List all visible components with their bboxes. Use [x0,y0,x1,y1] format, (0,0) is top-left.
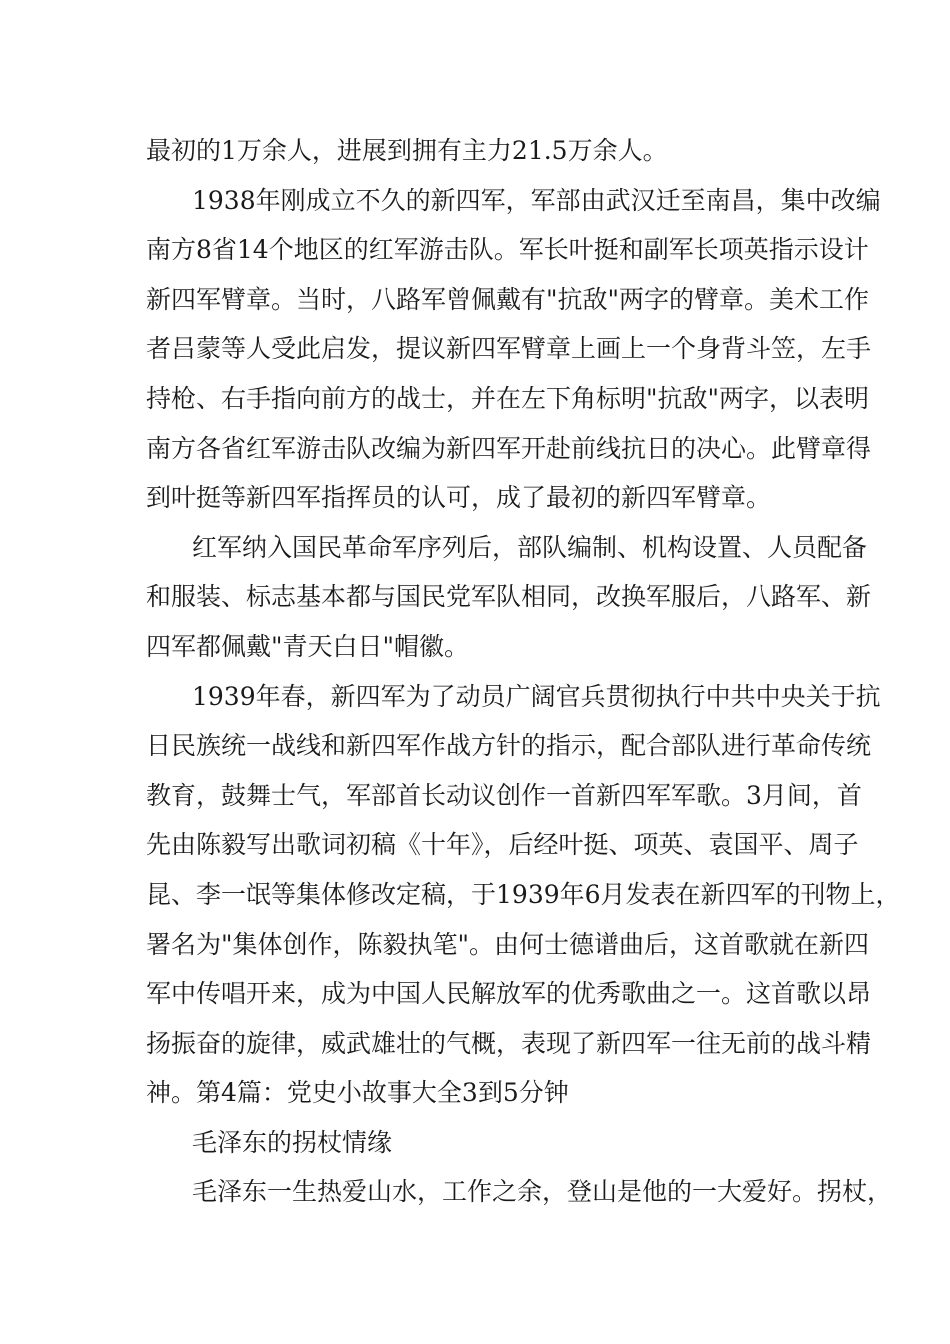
body-text [146,126,901,1217]
text-line: 扬振奋的旋律，威武雄壮的气概，表现了新四军一往无前的战斗精 [146,1028,872,1058]
text-line: 南方8省14个地区的红军游击队。军长叶挺和副军长项英指示设计 [146,235,869,265]
text-line: 日民族统一战线和新四军作战方针的指示，配合部队进行革命传统 [146,731,872,761]
text-line: 先由陈毅写出歌词初稿《十年》，后经叶挺、项英、袁国平、周子 [146,830,859,860]
text-line: 者吕蒙等人受此启发，提议新四军臂章上画上一个身背斗笠，左手 [146,334,872,364]
text-line: 军中传唱开来，成为中国人民解放军的优秀歌曲之一。这首歌以昂 [146,979,872,1009]
text-line: 持枪、右手指向前方的战士，并在左下角标明"抗敌"两字，以表明 [146,383,870,413]
text-line: 南方各省红军游击队改编为新四军开赴前线抗日的决心。此臂章得 [146,433,872,463]
text-line: 到叶挺等新四军指挥员的认可，成了最初的新四军臂章。 [146,483,772,513]
text-line: 最初的1万余人，进展到拥有主力21.5万余人。 [146,136,668,165]
text-line: 和服装、标志基本都与国民党军队相同，改换军服后，八路军、新 [146,582,872,612]
text-line: 昆、李一氓等集体修改定稿，于1939年6月发表在新四军的刊物上， [146,879,901,909]
section-heading: 毛泽东的拐杖情缘 [192,1127,393,1157]
text-line: 毛泽东一生热爱山水，工作之余，登山是他的一大爱好。拐杖， [192,1177,893,1207]
text-line: 新四军臂章。当时，八路军曾佩戴有"抗敌"两字的臂章。美术工作 [146,284,870,314]
text-line: 红军纳入国民革命军序列后，部队编制、机构设置、人员配备 [192,532,868,562]
text-line: 1938年刚成立不久的新四军，军部由武汉迁至南昌，集中改编 [192,185,881,215]
text-line: 教育，鼓舞士气，军部首长动议创作一首新四军军歌。3月间，首 [146,780,862,810]
text-line: 神。第4篇：党史小故事大全3到5分钟 [146,1078,569,1108]
text-line: 1939年春，新四军为了动员广阔官兵贯彻执行中共中央关于抗 [192,681,881,711]
text-line: 四军都佩戴"青天白日"帽徽。 [146,631,469,661]
text-line: 署名为"集体创作，陈毅执笔"。由何士德谱曲后，这首歌就在新四 [146,929,870,959]
